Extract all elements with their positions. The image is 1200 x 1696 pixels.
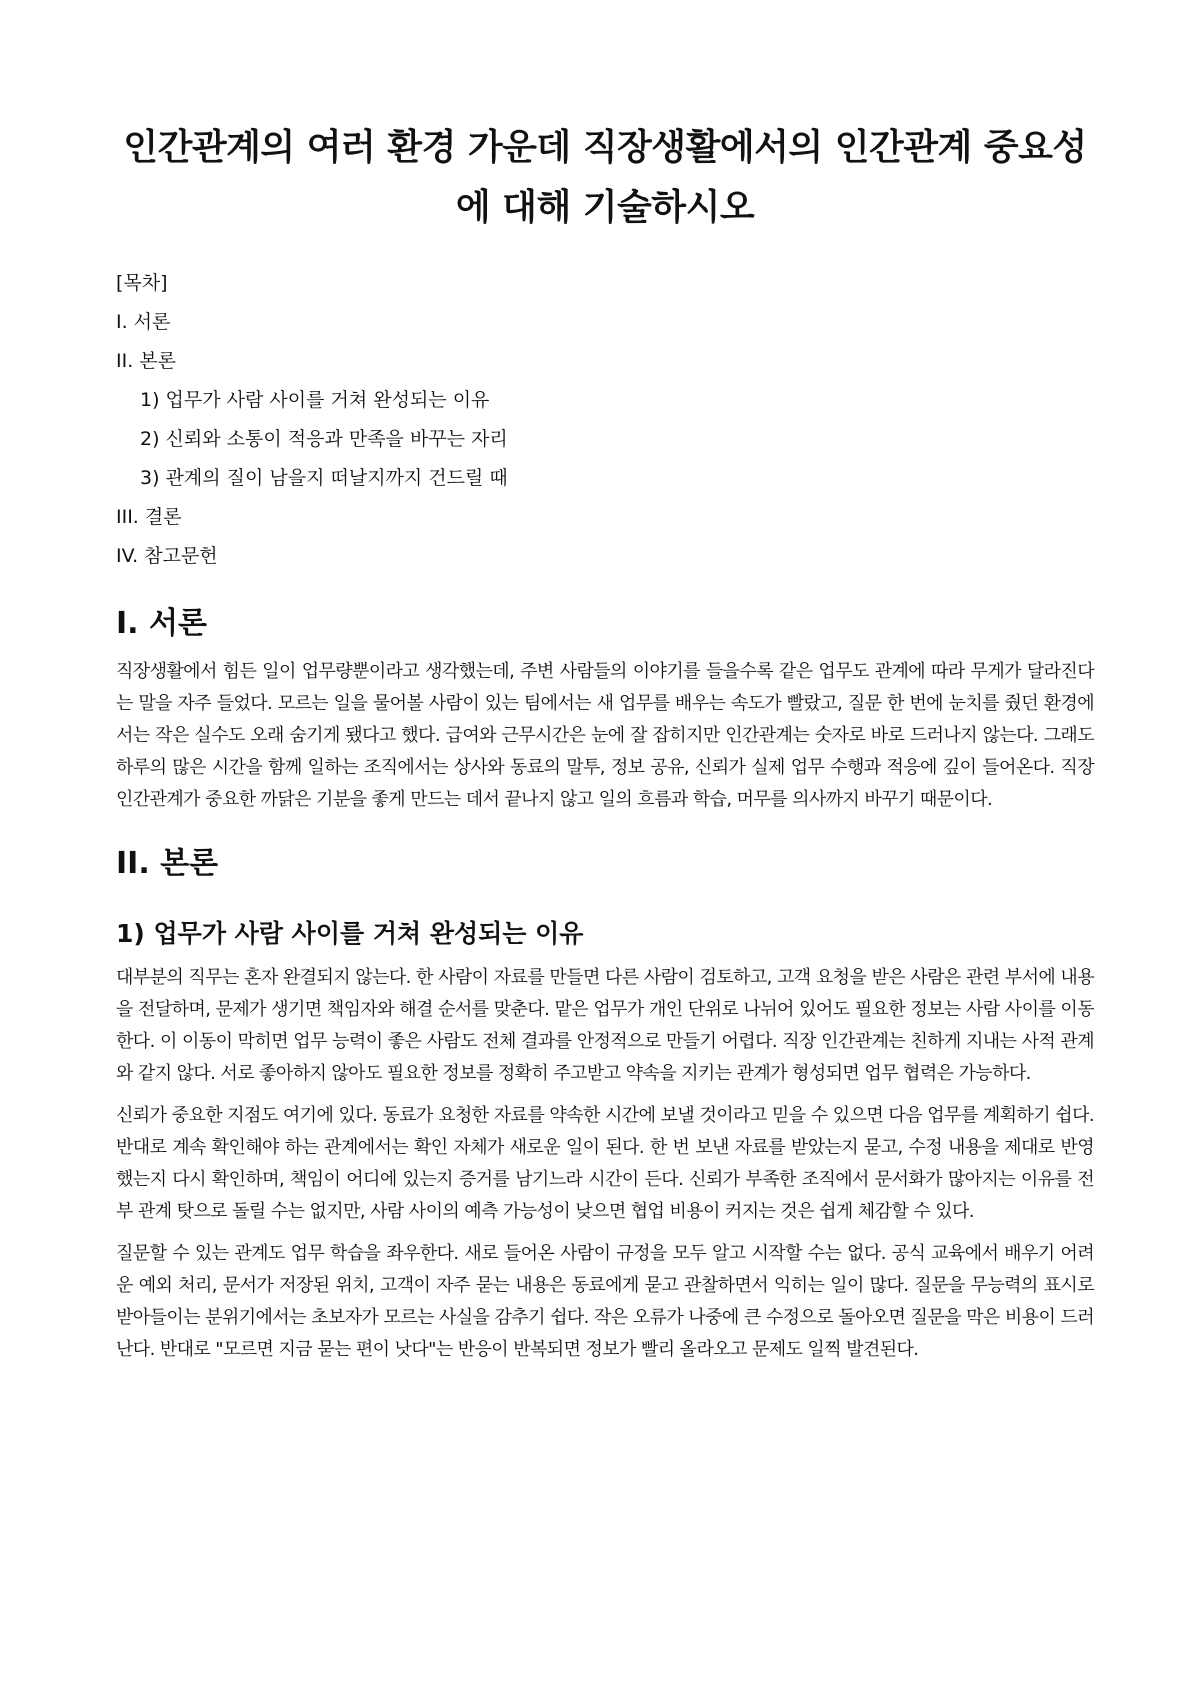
document-title: 인간관계의 여러 환경 가운데 직장생활에서의 인간관계 중요성에 대해 기술하시오 bbox=[123, 127, 1087, 228]
toc-item: III. 결론 bbox=[116, 506, 182, 528]
toc-heading: [목차] bbox=[116, 272, 168, 294]
toc-item: 3) 관계의 질이 남을지 떠날지까지 건드릴 때 bbox=[140, 467, 508, 489]
toc-item: II. 본론 bbox=[116, 350, 176, 372]
toc-item: I. 서론 bbox=[116, 311, 171, 333]
intro-paragraph: 직장생활에서 힘든 일이 업무량뿐이라고 생각했는데, 주변 사람들의 이야기를 들을수록 같은 업무도 관계에 따라 무게가 달라진다는 말을 자주 들었다. 모르는 일을 물어볼 사람이 있는 팀에서는 새 업무를 배우는 속도가 빨랐고, 질문 한 번에 눈치를 줬던 환경에서는 작은 실수도 오래 숨기게 됐다고 했다. 급여와 근무시간은 눈에 잘 잡히지만 인간관계는 숫자로 바로 드러나지 않는다. 그래도 하루의 많은 시간을 함께 일하는 조직에서는 상사와 동료의 말투, 정보 공유, 신뢰가 실제 업무 수행과 적응에 깊이 들어온다. 직장 인간관계가 중요한 까닭은 기분을 좋게 만드는 데서 끝나지 않고 일의 흐름과 학습, 머무를 의사까지 바꾸기 때문이다. bbox=[116, 661, 1094, 810]
toc-item: 2) 신뢰와 소통이 적응과 만족을 바꾸는 자리 bbox=[140, 428, 508, 450]
table-of-contents bbox=[116, 264, 1094, 576]
body-paragraph: 대부분의 직무는 혼자 완결되지 않는다. 한 사람이 자료를 만들면 다른 사람이 검토하고, 고객 요청을 받은 사람은 관련 부서에 내용을 전달하며, 문제가 생기면 책임자와 해결 순서를 맞춘다. 맡은 업무가 개인 단위로 나뉘어 있어도 필요한 정보는 사람 사이를 이동한다. 이 이동이 막히면 업무 능력이 좋은 사람도 전체 결과를 안정적으로 만들기 어렵다. 직장 인간관계는 친하게 지내는 사적 관계와 같지 않다. 서로 좋아하지 않아도 필요한 정보를 정확히 주고받고 약속을 지키는 관계가 형성되면 업무 협력은 가능하다. bbox=[116, 967, 1094, 1084]
section-heading-intro: I. 서론 bbox=[116, 606, 207, 641]
section-heading-body: II. 본론 bbox=[116, 846, 219, 881]
toc-item: IV. 참고문헌 bbox=[116, 545, 218, 567]
body-paragraph: 질문할 수 있는 관계도 업무 학습을 좌우한다. 새로 들어온 사람이 규정을 모두 알고 시작할 수는 없다. 공식 교육에서 배우기 어려운 예외 처리, 문서가 저장된 위치, 고객이 자주 묻는 내용은 동료에게 묻고 관찰하면서 익히는 일이 많다. 질문을 무능력의 표시로 받아들이는 분위기에서는 초보자가 모르는 사실을 감추기 쉽다. 작은 오류가 나중에 큰 수정으로 돌아오면 질문을 막은 비용이 드러난다. 반대로 "모르면 지금 묻는 편이 낫다"는 반응이 반복되면 정보가 빨리 올라오고 문제도 일찍 발견된다. bbox=[116, 1243, 1094, 1360]
toc-item: 1) 업무가 사람 사이를 거쳐 완성되는 이유 bbox=[140, 389, 490, 411]
subsection-heading-1: 1) 업무가 사람 사이를 거쳐 완성되는 이유 bbox=[116, 919, 584, 948]
body-paragraph: 신뢰가 중요한 지점도 여기에 있다. 동료가 요청한 자료를 약속한 시간에 보낼 것이라고 믿을 수 있으면 다음 업무를 계획하기 쉽다. 반대로 계속 확인해야 하는 관계에서는 확인 자체가 새로운 일이 된다. 한 번 보낸 자료를 받았는지 묻고, 수정 내용을 제대로 반영했는지 다시 확인하며, 책임이 어디에 있는지 증거를 남기느라 시간이 든다. 신뢰가 부족한 조직에서 문서화가 많아지는 이유를 전부 관계 탓으로 돌릴 수는 없지만, 사람 사이의 예측 가능성이 낮으면 협업 비용이 커지는 것은 쉽게 체감할 수 있다. bbox=[116, 1105, 1094, 1222]
